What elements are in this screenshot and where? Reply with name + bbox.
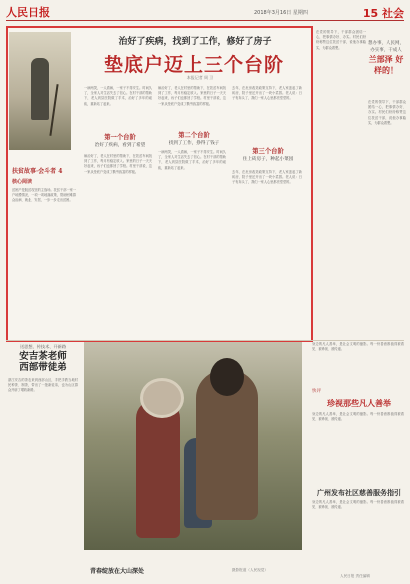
child-figure [136, 400, 180, 538]
man-figure [31, 58, 49, 120]
feature-headline: 垫底户迈上三个台阶 [103, 54, 284, 76]
subhead-2 [156, 132, 232, 148]
page-footer: 人民日报 责任编辑 [340, 574, 370, 578]
body-col-1: 一病两哭，一人看病，一家子不得安生。时间久了，全家人对生活失去了信心。在村干部的帮助下，老人到县医院做了手术，治好了多年的顽疾，重新站了起来。 [84, 86, 152, 106]
subhead-1 [82, 134, 158, 150]
quick-comment-headline: 珍视那些凡人善举 [327, 398, 391, 408]
bottom-left-headline-1: 安吉茶老师 [19, 351, 67, 362]
side-headline-big: 兰部泽 好样的！ [368, 54, 404, 75]
section-divider [6, 340, 404, 341]
section-tag [12, 166, 62, 175]
section-tag-number: 4 [58, 168, 63, 175]
photo-caption: 青春绽放在大山深处 [90, 568, 145, 575]
bottom-left-body: 浙江安吉的茶农来到西部山区，手把手教当地村民种茶、制茶，带出了一批新徒弟，也为山区群众开辟了增收新路。 [8, 378, 78, 393]
body-col-2: 病治好了，老人在村里的帮助下，在扶贫车间找到了工作，每月有稳定收入。家里的日子一天天好起来，孩子们也都回了学校。村里干部说，这一家从垫底户变成了勤劳致富的样板。 [158, 86, 226, 106]
subhead-2-small: 找到了工作，挣得了钱子 [168, 141, 220, 146]
guangzhou-headline: 广州发布社区慈善服务指引 [317, 488, 401, 497]
elderly-man-photo [9, 32, 71, 150]
photo-credit: 摄影报道（人民视觉） [232, 568, 268, 572]
teacher-child-photo [84, 342, 302, 550]
body-col-3: 去年，在危房改造政策支持下，老人家盖起了新砖房，院子里还开出了一块小菜园。老人说：日子有奔头了，我们一家人心里都亮堂堂的。 [232, 86, 302, 101]
subhead-1-title: 第一个台阶 [104, 134, 136, 141]
side-body: 在党的领导下，干部群众团结一心，把事情办好、办实。村民们纷纷称赞这位扶贫干部，说他办事踏实，为群众着想。 [316, 30, 366, 50]
side-body-2: 在党的领导下，干部群众团结一心，把事情办好、办实。村民们纷纷称赞这位扶贫干部，说他办事踏实，为群众着想。 [368, 100, 406, 125]
subhead-3 [230, 148, 306, 164]
right-bottom-body-top: 身边的凡人善举，是社会文明的缩影。每一份善意都值得被看见、被珍视、被传递。 [312, 342, 404, 352]
subhead-2-title: 第二个台阶 [178, 132, 210, 139]
feature-kicker: 治好了疾病，找到了工作，修好了房子 [118, 37, 272, 47]
cane [49, 84, 58, 136]
subhead-3-title: 第三个台阶 [252, 148, 284, 155]
child-head [140, 378, 184, 418]
quick-comment-tag: 快评 [312, 389, 321, 394]
subhead-1-small: 治好了疾病，看到了希望 [94, 143, 146, 148]
body-col-4: 病治好了，老人在村里的帮助下，在扶贫车间找到了工作，每月有稳定收入。家里的日子一天天好起来，孩子们也都回了学校。村里干部说，这一家从垫底户变成了勤劳致富的样板。 [84, 154, 152, 174]
side-headline [368, 40, 404, 76]
newspaper-logo: 人民日报 [6, 6, 50, 19]
body-col-6: 去年，在危房改造政策支持下，老人家盖起了新砖房，院子里还开出了一块小菜园。老人说：日子有奔头了，我们一家人心里都亮堂堂的。 [232, 170, 302, 185]
note-tag: 核心阅读 [12, 179, 33, 185]
page-number: 15 社会 [362, 7, 404, 20]
side-headline-small: 想办事，人民网，办实事，干成人 [368, 41, 404, 53]
bottom-left-kicker: 送思想、传技术、开新路 [19, 344, 67, 349]
quick-comment-body: 身边的凡人善举，是社会文明的缩影。每一份善意都值得被看见、被珍视、被传递。 [312, 412, 404, 422]
subhead-3-small: 住上砖房子，种起小菜园 [242, 157, 294, 162]
bottom-left-headline-2: 西部带徒弟 [19, 362, 67, 373]
teacher-head [210, 358, 244, 396]
guangzhou-body: 身边的凡人善举，是社会文明的缩影。每一份善意都值得被看见、被珍视、被传递。 [312, 500, 404, 510]
note-text: 贫困户是脱贫攻坚的主战场。扶贫干部一家一户地摸情况，一项一项地落政策，帮助困难群众治病、就业、安居，一步一步走出贫困。 [12, 188, 76, 203]
feature-byline: 本报记者 周 卫 [186, 75, 214, 80]
masthead [6, 4, 404, 21]
issue-date: 2018年3月16日 星期四 [254, 10, 308, 16]
section-tag-label: 扶贫故事·会斗者 [12, 168, 57, 175]
body-col-5: 一病两哭，一人看病，一家子不得安生。时间久了，全家人对生活失去了信心。在村干部的帮助下，老人到县医院做了手术，治好了多年的顽疾，重新站了起来。 [158, 150, 226, 170]
